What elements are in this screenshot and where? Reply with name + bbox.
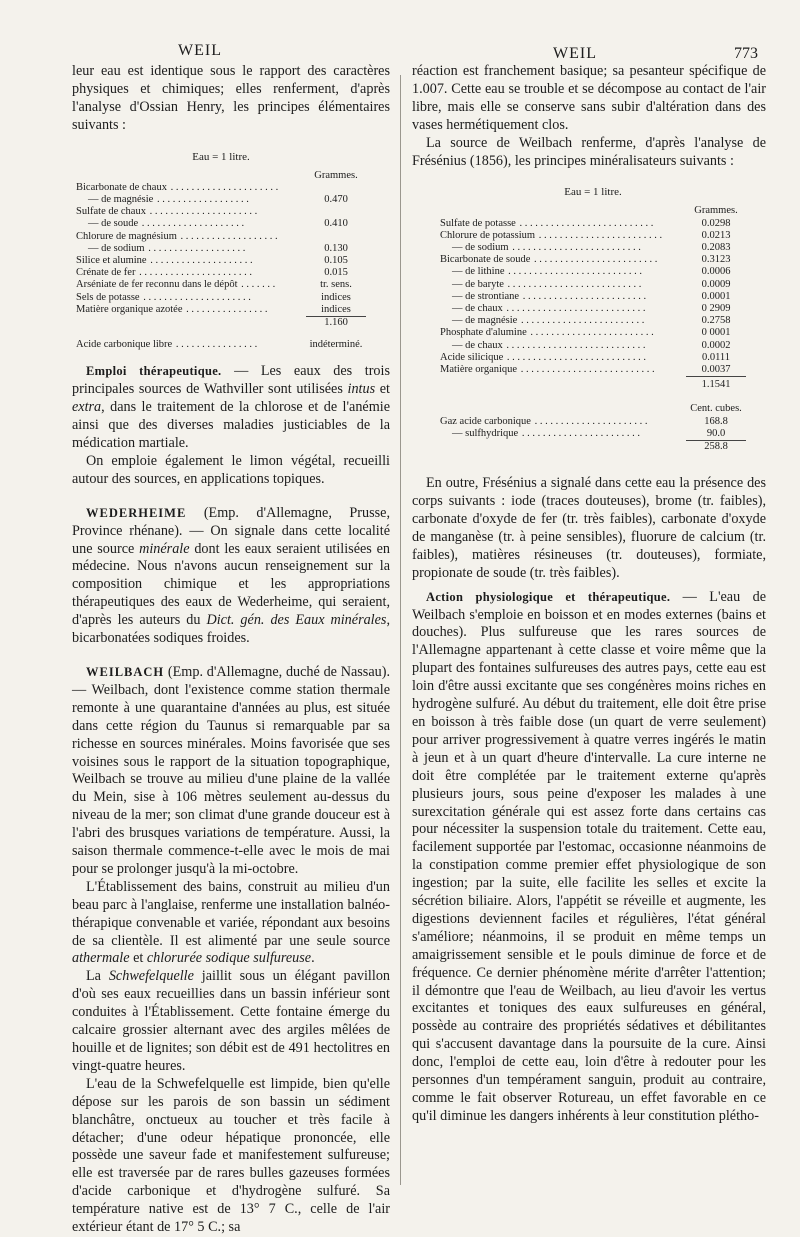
section-heading: Action physiologique et thérapeutique. — [426, 589, 671, 604]
composition-table — [440, 205, 746, 453]
page-number: 773 — [734, 45, 758, 62]
gas-row: Acide carbonique libre . . . . . . . . . . . . . . . . indéterminé. — [76, 339, 363, 351]
analysis-table-fresenius — [440, 184, 746, 453]
table-row: Crénate de fer . . . . . . . . . . . . . . . . . . . . . . 0.015 — [76, 267, 348, 279]
analysis-table-henry — [76, 149, 366, 352]
table-row: — de sodium . . . . . . . . . . . . . . . . . . . 0.130 — [88, 242, 348, 254]
gas-unit-label: Cent. cubes. — [690, 403, 742, 415]
table-row: Silice et alumine . . . . . . . . . . . . . . . . . . . . 0.105 — [76, 254, 348, 266]
fresenius-traces-paragraph: En outre, Frésénius a signalé dans cette eau la présence des corps suivants : iode (traces douteuses), brome (tr. faibles), carbonate d'oxyde de fer (tr. très faibles), carbonate d'oxyde de manganèse (tr. à peine sensibles), fluorure de calcium (tr. faibles), matières résineuses (tr. douteuses), formiate, propionate de soude (tr. très faibles). — [412, 475, 766, 581]
table-row: — de lithine . . . . . . . . . . . . . . . . . . . . . . . . . . 0.0006 — [452, 266, 731, 278]
gas-total: 258.8 — [686, 441, 746, 454]
weilbach-entry: WEILBACH (Emp. d'Allemagne, duché de Nassau). — Weilbach, dont l'existence comme station thermale remonte à une quarantaine d'années au plus, est située dans cette région du Taunus si remarquable par sa richesse en sources minérales. Moins favorisée que ses voisines sous le rapport de la situation topographique, Weilbach se trouve au milieu d'une plaine de la vallée du Mein, sise à 106 mètres seulement au-dessus du niveau de la mer; son climat d'une grande douceur est à l'abri des brusques variations de température. Aussi, la saison thermale commence-t-elle avec le mois de mai pour se prolonger jusqu'à la mi-octobre. — [72, 663, 390, 877]
action-paragraph: Action physiologique et thérapeutique. — L'eau de Weilbach s'emploie en boisson et en modes externes (bains et douches). Plus sulfureuse que les rares sources de l'Allemagne appartenant à cette classe et voire même que la plupart des fontaines sulfureuses des autres pays, cette eau est loin d'être aussi excitante que ses congénères moins riches en hydrogène sulfuré. Au début du traitement, elle doit être prise en boisson à très faible dose (un quart de verre seulement) pour arriver progressivement à quatre verres ingérés le matin à jeun et à un quart d'heure d'intervalle. La cure interne ne doit être complétée par le traitement externe qu'après plusieurs jours, sous peine d'exposer les malades à une surexcitation générale qui est assez forte dans certains cas pour nécessiter la suspension totale du traitement. Cette eau, facilement supportée par l'estomac, occasionne néanmoins de la constipation comme premier effet physiologique de son ingestion; par la suite, elle facilite les selles et excite la sécrétion biliaire. Alors, l'appétit se réveille et augmente, les digestions deviennent faciles et régulières, l'état général s'améliore; néanmoins, il se produit en même temps un amaigrissement sensible et le pouls diminue de force et de fréquence. Ce dernier phénomène mérite d'arrêter l'attention; il démontre que l'eau de Weilbach, au lieu d'avoir les vertus excitantes et toniques des eaux sulfureuses en général, possède au contraire des propriétés sédatives et débilitantes qui s'accusent davantage dans la poursuite de la cure. Ainsi donc, l'emploi de cette eau, loin d'être à redouter pour les personnes d'un tempérament sanguin, produit au contraire, comme le fait observer Rotureau, un effet favorable en ce qu'il diminue les dangers inhérents à leur constitution plétho- — [412, 588, 766, 1124]
table-row: Bicarbonate de soude . . . . . . . . . . . . . . . . . . . . . . . . 0.3123 — [440, 254, 731, 266]
table-row: Matière organique azotée . . . . . . . . . . . . . . . . indices — [76, 303, 351, 316]
table-row: — de magnésie . . . . . . . . . . . . . . . . . . 0.470 — [88, 193, 348, 205]
table-row: — de strontiane . . . . . . . . . . . . . . . . . . . . . . . . 0.0001 — [452, 290, 731, 302]
table-row: Matière organique . . . . . . . . . . . . . . . . . . . . . . . . . . 0.0037 — [440, 363, 731, 376]
entry-heading: WEILBACH — [86, 664, 165, 679]
running-header — [0, 34, 800, 62]
table-row: — de magnésie . . . . . . . . . . . . . . . . . . . . . . . . 0.2758 — [452, 315, 731, 327]
entry-heading: WEDERHEIME — [86, 505, 187, 520]
continued-paragraph: réaction est franchement basique; sa pesanteur spécifique de 1.007. Cette eau se trouble et se décompose au contact de l'air libre, mais elle se conserve sans subir d'altération dans des vases hermétiquement clos. — [412, 63, 766, 133]
unit-label: Grammes. — [314, 169, 358, 181]
right-running-head: WEIL — [553, 45, 597, 62]
table-row: — de chaux . . . . . . . . . . . . . . . . . . . . . . . . . . . 0.0002 — [452, 339, 731, 351]
table-row: — de chaux . . . . . . . . . . . . . . . . . . . . . . . . . . . 0 2909 — [452, 302, 731, 314]
emploi-therapeutique-paragraph: Emploi thérapeutique. — Les eaux des trois principales sources de Wathviller sont utilisées intus et extra, dans le traitement de la chlorose et de l'anémie ainsi que des diverses maladies justiciables de la médication martiale. — [72, 363, 390, 451]
composition-table — [76, 170, 366, 352]
table-caption: Eau = 1 litre. — [564, 186, 622, 199]
gas-row: — sulfhydrique . . . . . . . . . . . . . . . . . . . . . . . 90.0 — [452, 427, 726, 440]
schwefelquelle-description: L'eau de la Schwefelquelle est limpide, bien qu'elle dépose sur les parois de son bassin un sédiment blanchâtre, onctueux au toucher et très facile à détacher; d'une odeur hépatique prononcée, elle possède une saveur fade et manifestement sulfureuse; elle est traversée par de rares bulles gazeuses formées d'acide carbonique et d'hydrogène sulfuré. Sa température native est de 13° 7 C., celle de l'air extérieur étant de 17° 5 C.; sa — [72, 1075, 390, 1236]
section-heading: Emploi thérapeutique. — [86, 364, 222, 379]
table-row: Arséniate de fer reconnu dans le dépôt . . . . . . . tr. sens. — [76, 279, 352, 291]
table-row: Acide silicique . . . . . . . . . . . . . . . . . . . . . . . . . . . 0.0111 — [440, 351, 731, 363]
table-row: Chlorure de potassium . . . . . . . . . . . . . . . . . . . . . . . . 0.0213 — [440, 229, 731, 241]
left-running-head: WEIL — [178, 42, 222, 59]
etablissement-paragraph: L'Établissement des bains, construit au milieu d'un beau parc à l'anglaise, renferme une installation balnéo-thérapique convenable et variée, répondant aux besoins de sa clientèle. Il est alimenté par une seule source athermale et chlorurée sodique sulfureuse. — [72, 878, 390, 967]
schwefelquelle-paragraph: La Schwefelquelle jaillit sous un élégant pavillon d'où ses eaux recueillies dans un bassin inférieur sont conduites à l'Établissement. Cette fontaine émerge du calcaire grossier alternant avec des argiles mêlées de houille et de lignites; son débit est de 491 hectolitres en vingt-quatre heures. — [72, 968, 391, 1074]
left-column — [72, 63, 390, 1237]
gas-row: Gaz acide carbonique . . . . . . . . . . . . . . . . . . . . . . 168.8 — [440, 415, 728, 427]
column-divider — [400, 75, 401, 1185]
right-column — [412, 63, 766, 1126]
table-total: 1.160 — [306, 316, 366, 329]
table-row: Chlorure de magnésium . . . . . . . . . . . . . . . . . . . — [76, 230, 278, 242]
unit-label: Grammes. — [694, 205, 738, 217]
table-row: Bicarbonate de chaux . . . . . . . . . . . . . . . . . . . . . — [76, 181, 279, 193]
table-row: — de baryte . . . . . . . . . . . . . . . . . . . . . . . . . . 0.0009 — [452, 278, 731, 290]
table-caption: Eau = 1 litre. — [192, 150, 250, 163]
limon-paragraph: On emploie également le limon végétal, recueilli autour des sources, en applications topiques. — [72, 452, 390, 487]
table-total: 1.1541 — [686, 377, 746, 392]
fresenius-intro: La source de Weilbach renferme, d'après l'analyse de Frésénius (1856), les principes minéralisateurs suivants : — [412, 134, 766, 169]
intro-paragraph: leur eau est identique sous le rapport des caractères physiques et chimiques; elles renferment, d'après l'analyse d'Ossian Henry, les principes élémentaires suivants : — [72, 63, 390, 133]
table-row: Sels de potasse . . . . . . . . . . . . . . . . . . . . . indices — [76, 291, 351, 303]
wederheime-entry: WEDERHEIME (Emp. d'Allemagne, Prusse, Province rhénane). — On signale dans cette localité une source minérale dont les eaux seraient utilisées en médecine. Nous n'avons aucun renseignement sur la composition chimique et les appropriations thérapeutiques des eaux de Wederheime, qui seraient, d'après les auteurs du Dict. gén. des Eaux minérales, bicarbonatées sodiques froides. — [72, 504, 390, 647]
table-row: Sulfate de potasse . . . . . . . . . . . . . . . . . . . . . . . . . . 0.0298 — [440, 217, 731, 229]
table-row: — de soude . . . . . . . . . . . . . . . . . . . . 0.410 — [88, 218, 348, 230]
table-row: Sulfate de chaux . . . . . . . . . . . . . . . . . . . . . — [76, 206, 258, 218]
table-row: — de sodium . . . . . . . . . . . . . . . . . . . . . . . . . 0.2083 — [452, 241, 731, 253]
table-row: Phosphate d'alumine . . . . . . . . . . . . . . . . . . . . . . . . 0 0001 — [440, 327, 731, 339]
